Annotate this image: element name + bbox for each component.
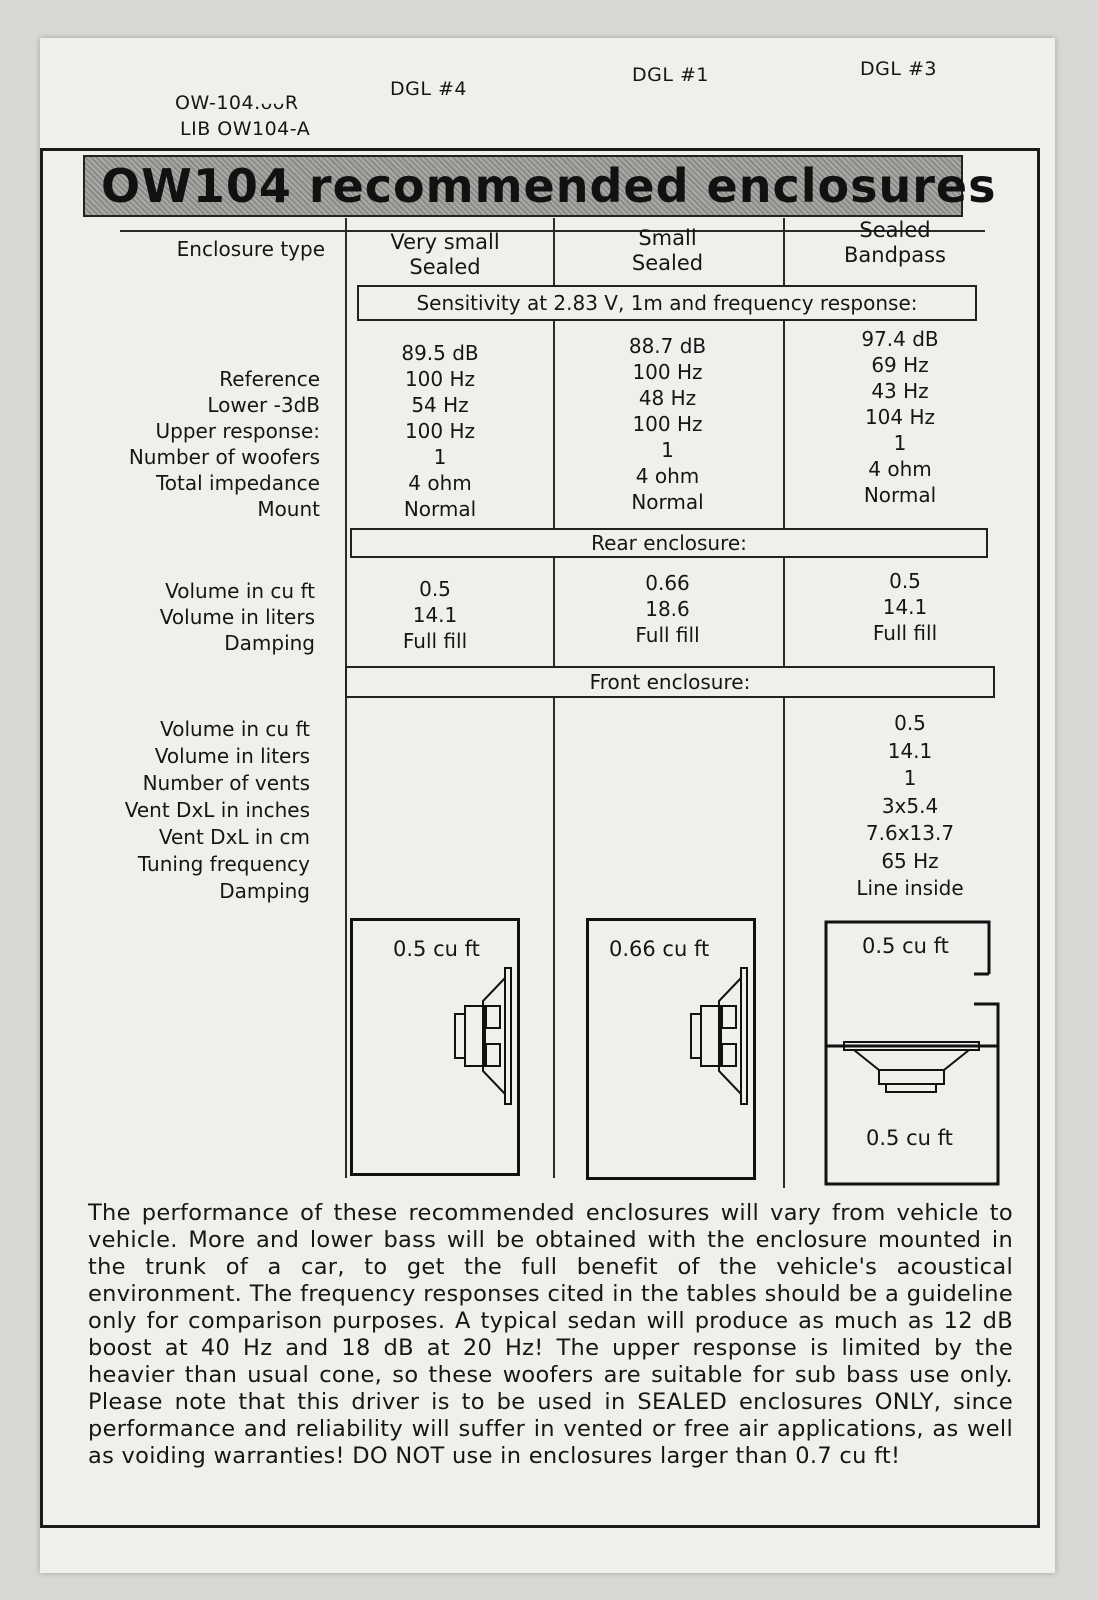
diagram-3-bottom-volume: 0.5 cu ft — [866, 1126, 953, 1150]
sensitivity-section-header: Sensitivity at 2.83 V, 1m and frequency response: — [357, 285, 977, 321]
column-divider-1 — [345, 218, 347, 1178]
enclosure-type-3: Sealed Bandpass — [844, 218, 946, 267]
enclosure-type-1: Very small Sealed — [390, 230, 500, 279]
front-values-3: 0.5 14.1 1 3x5.4 7.6x13.7 65 Hz Line inside — [856, 711, 964, 900]
sensitivity-values-2: 88.7 dB 100 Hz 48 Hz 100 Hz 1 4 ohm Normal — [628, 334, 707, 514]
woofer-icon — [453, 966, 523, 1106]
page-title: OW104 recommended enclosures — [101, 159, 997, 213]
model-code: OW-104.ᴗᴗR — [175, 92, 299, 114]
column-header-1: DGL #4 — [390, 78, 467, 100]
front-labels: Volume in cu ft Volume in liters Number of vents Vent DxL in inches Vent DxL in cm Tuning frequency Damping — [124, 717, 310, 903]
enclosure-type-2: Small Sealed — [631, 226, 704, 275]
sensitivity-values-3: 97.4 dB 69 Hz 43 Hz 104 Hz 1 4 ohm Normal — [861, 327, 939, 507]
enclosure-type-label: Enclosure type — [176, 237, 325, 261]
title-banner — [83, 155, 997, 217]
diagram-2-volume: 0.66 cu ft — [609, 937, 710, 961]
column-header-2: DGL #1 — [632, 64, 709, 86]
woofer-icon — [689, 966, 759, 1106]
enclosure-diagram-3 — [824, 918, 1002, 1188]
library-code: LIB OW104-A — [180, 118, 311, 140]
column-header-3: DGL #3 — [860, 58, 937, 80]
rear-section-header: Rear enclosure: — [350, 528, 988, 558]
enclosure-diagram-2 — [586, 918, 756, 1180]
diagram-1-volume: 0.5 cu ft — [393, 937, 480, 961]
sensitivity-values-1: 89.5 dB 100 Hz 54 Hz 100 Hz 1 4 ohm Normal — [401, 341, 479, 521]
column-divider-2 — [553, 218, 555, 1178]
enclosure-diagram-1 — [350, 918, 520, 1176]
rear-values-1: 0.5 14.1 Full fill — [402, 577, 468, 653]
column-divider-3 — [783, 218, 785, 1188]
disclaimer-paragraph: The performance of these recommended enclosures will vary from vehicle to vehicle. More and lower bass will be obtained with the enclosure mounted in the trunk of a car, to get the full benefit of the vehicle's acoustical environment. The frequency responses cited in the tables should be a guideline only for comparison purposes. A typical sedan will produce as much as 12 dB boost at 40 Hz and 18 dB at 20 Hz! The upper response is limited by the heavier than usual cone, so these woofers are suitable for sub bass use only. Please note that this driver is to be used in SEALED enclosures ONLY, since performance and reliability will suffer in vented or free air applications, as well as voiding warranties! DO NOT use in enclosures larger than 0.7 cu ft! — [88, 1200, 1013, 1469]
rear-values-2: 0.66 18.6 Full fill — [635, 571, 700, 647]
diagram-3-top-volume: 0.5 cu ft — [862, 934, 949, 958]
sensitivity-labels: Reference Lower -3dB Upper response: Number of woofers Total impedance Mount — [128, 367, 320, 521]
front-section-header: Front enclosure: — [345, 666, 995, 698]
rear-values-3: 0.5 14.1 Full fill — [872, 569, 938, 645]
rear-labels: Volume in cu ft Volume in liters Damping — [159, 579, 315, 655]
